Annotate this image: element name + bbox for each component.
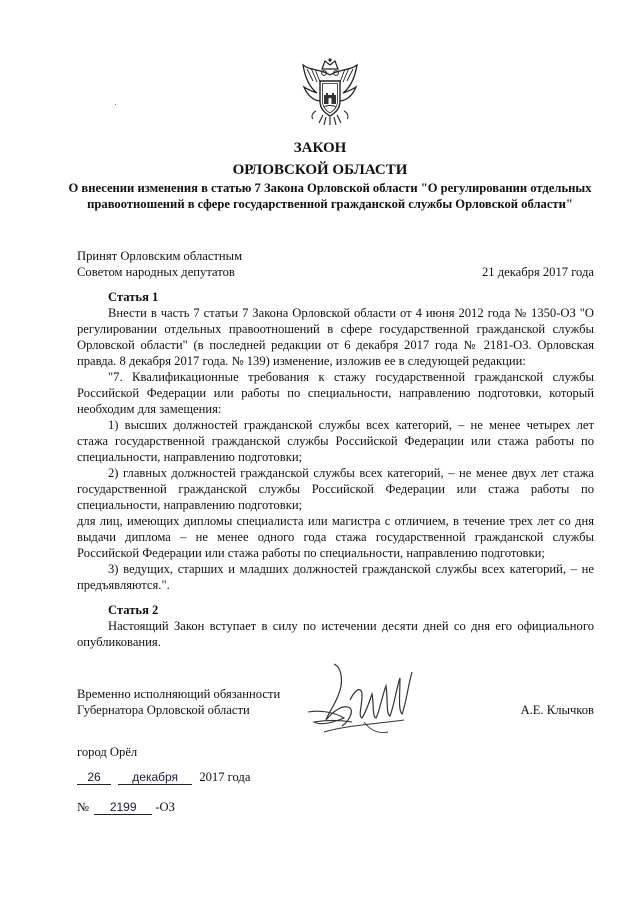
article-1-paragraph: Внести в часть 7 статьи 7 Закона Орловской области от 4 июня 2012 года № 1350-ОЗ "О регулировании отдельных правоотношений в сфере государственной гражданской службы Орловской области" (в последней редакции от 6 декабря 2017 года № 2181-ОЗ. Орловская правда. 8 декабря 2017 года. № 139) изменение, изложив ее в следующей редакции: (77, 306, 594, 368)
signing-date (77, 769, 250, 785)
article-2-body (77, 618, 594, 650)
article-1-paragraph: 1) высших должностей гражданской службы всех категорий, – не менее четырех лет стажа государственной гражданской службы Российской Федерации или стажа работы по специальности, направлению подготовки; (77, 418, 594, 464)
document-type-title: ЗАКОН (293, 140, 347, 156)
coat-of-arms-icon (299, 55, 361, 127)
adoption-body (77, 248, 242, 280)
law-number-suffix: -ОЗ (155, 800, 175, 814)
article-1-paragraph: "7. Квалификационные требования к стажу государственной гражданской службы Российской Федерации или работы по специальности, направлению подготовки, который необходим для замещения: (77, 370, 594, 416)
signing-year: 2017 года (199, 770, 251, 784)
signatory-name: А.Е. Клычков (520, 703, 594, 717)
signing-day: 26 (77, 770, 111, 785)
speck (115, 104, 116, 105)
signing-month: декабря (118, 770, 192, 785)
law-number-value: 2199 (94, 800, 152, 815)
article-1-paragraph: 2) главных должностей гражданской службы всех категорий, – не менее двух лет стажа государственной гражданской службы Российской Федерации или стажа работы по специальности, направлению подготовки; (77, 466, 594, 512)
article-1-body (77, 305, 594, 593)
signing-city: город Орёл (77, 745, 138, 759)
signatory-position (77, 686, 280, 718)
handwritten-signature (304, 660, 422, 742)
adoption-line-2: Советом народных депутатов (77, 265, 235, 279)
signatory-position-line-2: Губернатора Орловской области (77, 703, 250, 717)
article-1-heading: Статья 1 (108, 290, 159, 304)
law-number (77, 799, 175, 815)
region-title: ОРЛОВСКОЙ ОБЛАСТИ (232, 162, 408, 178)
signatory-position-line-1: Временно исполняющий обязанности (77, 687, 281, 701)
adoption-line-1: Принят Орловским областным (77, 249, 243, 263)
article-1-paragraph: для лиц, имеющих дипломы специалиста или магистра с отличием, в течение трех лет со дня выдачи диплома – не менее одного года стажа государственной гражданской службы Российской Федерации или стажа работы по специальности, направлению подготовки; (77, 514, 594, 560)
article-1-paragraph: 3) ведущих, старших и младших должностей гражданской службы всех категорий, – не предъявляются.". (77, 562, 594, 592)
adoption-date: 21 декабря 2017 года (481, 265, 594, 279)
law-number-prefix: № (77, 800, 90, 814)
law-subject: О внесении изменения в статью 7 Закона Орловской области "О регулировании отдельных правоотношений в сфере государственной гражданской службы Орловской области" (68, 181, 592, 211)
article-2-paragraph: Настоящий Закон вступает в силу по истечении десяти дней со дня его официального опубликования. (77, 619, 594, 649)
article-2-heading: Статья 2 (108, 603, 159, 617)
